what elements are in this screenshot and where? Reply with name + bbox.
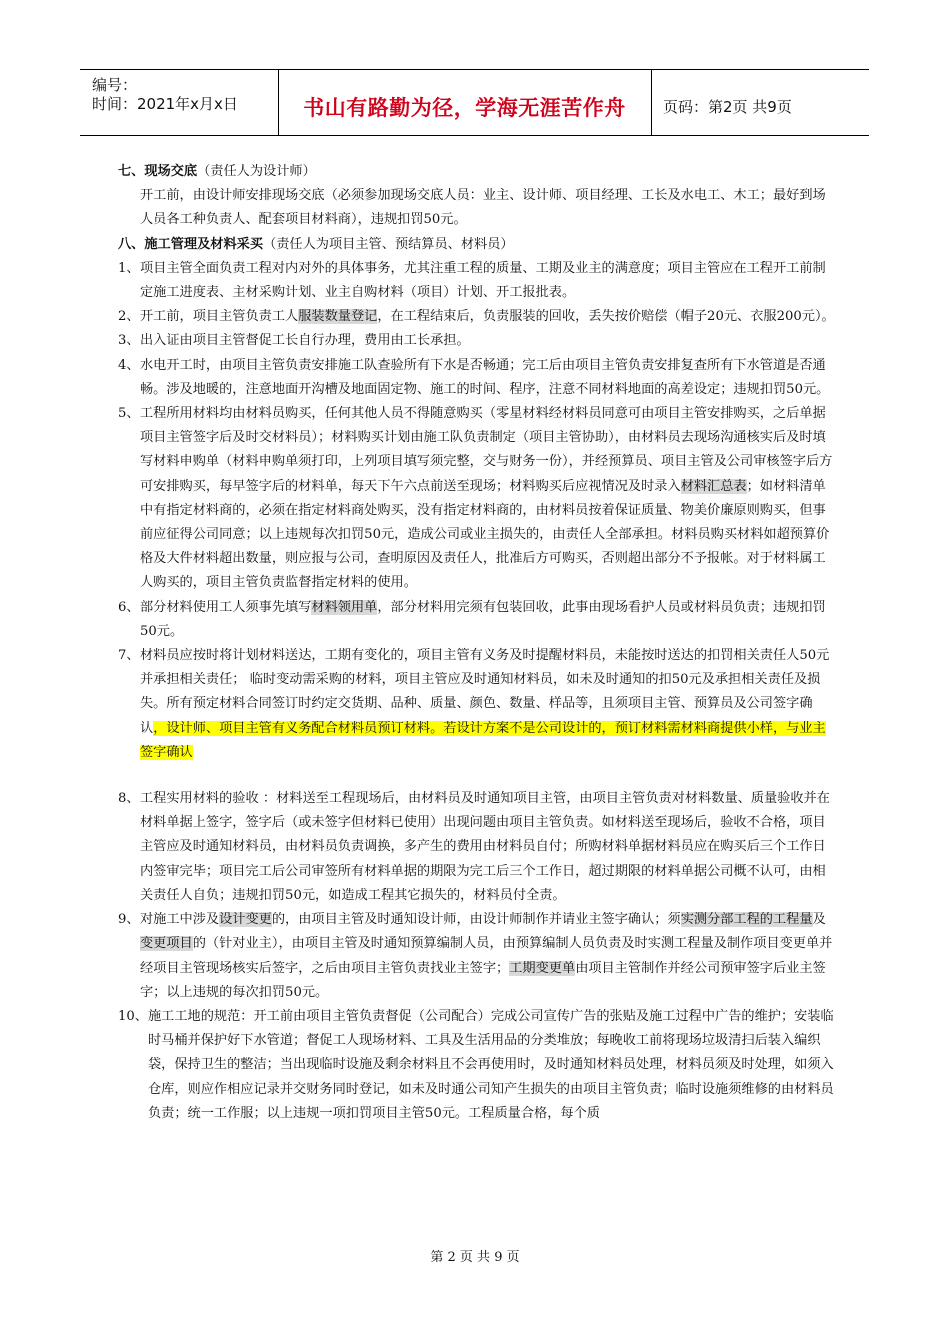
- item-text: 的（针对业主），由项目主管及时通知预算编制人员，由预算编制人员负责及时实测工程量及制作项目变更单并经项目主管现场核实后签字，之后由项目主管负责找业主签字；: [140, 936, 833, 976]
- item-number: 7、: [118, 648, 140, 664]
- item-text: 出入证由项目主管督促工长自行办理，费用由工长承担。: [140, 333, 470, 349]
- header-page-cell: [653, 70, 869, 135]
- item-number: 4、: [118, 357, 140, 373]
- list-item: [118, 596, 838, 644]
- section-7-text: 开工前，由设计师安排现场交底（必须参加现场交底人员：业主、设计师、项目经理、工长及水电工、木工；最好到场人员各工种负责人、配套项目材料商），违规扣罚50元。: [140, 188, 826, 228]
- document-time-label: 时间：2021年x月x日: [92, 95, 238, 113]
- header-page-number: 页码：第2页 共9页: [663, 98, 792, 116]
- highlighted-term: 设计变更: [219, 912, 272, 928]
- section-8-note: （责任人为项目主管、预结算员、材料员）: [263, 236, 514, 252]
- highlighted-term: 变更项目: [140, 936, 193, 952]
- item-text: 的，由项目主管及时通知设计师，由设计师制作并请业主签字确认；须: [271, 912, 681, 928]
- page-header: [80, 69, 869, 136]
- header-motto-cell: [278, 70, 652, 135]
- list-item: [118, 644, 838, 765]
- list-item: [118, 787, 838, 908]
- header-info-cell: [80, 70, 279, 135]
- item-text: ，在工程结束后，负责服装的回收，丢失按价赔偿（帽子20元、衣服200元）。: [377, 309, 835, 325]
- list-item: [118, 305, 838, 329]
- item-text: 材料员应按时将计划材料送达，工期有变化的，项目主管有义务及时提醒材料员，未能按时送达的扣罚相关责任人50元并承担相关责任； 临时变动需采购的材料，项目主管应及时通知材料员，如未及时通知的扣50元及承担相关责任及损失。所有预定材料合同签订时约定交货期、品种、质量、颜色、数量、样品等，且须项目主管、预算员及公司签字确认: [140, 648, 830, 736]
- highlighted-term: 实测分部工程的工程量: [680, 912, 813, 928]
- list-item: [118, 1005, 838, 1126]
- section-7-note: （责任人为设计师）: [197, 164, 316, 179]
- item-text: 及: [812, 912, 826, 928]
- header-motto: 书山有路勤为径，学海无涯苦作舟: [303, 95, 626, 120]
- item-text: 项目主管全面负责工程对内对外的具体事务，尤其注重工程的质量、工期及业主的满意度；项目主管应在工程开工前制定施工进度表、主材采购计划、业主自购材料（项目）计划、开工报批表。: [140, 260, 826, 301]
- list-item: [118, 329, 838, 353]
- item-number: 6、: [118, 599, 140, 615]
- page-footer: 第 2 页 共 9 页: [430, 1250, 520, 1265]
- item-text: 水电开工时，由项目主管负责安排施工队查验所有下水是否畅通；完工后由项目主管负责安排复查所有下水管道是否通畅。涉及地暖的，注意地面开沟槽及地面固定物、施工的时间、程序，注意不同材料地面的高差设定；违规扣罚50元。: [140, 357, 830, 397]
- item-text: 对施工中涉及: [140, 912, 220, 928]
- item-text: ；如材料清单中有指定材料商的，必须在指定材料商处购买，没有指定材料商的，由材料员按着保证质量、物美价廉原则购买，但事前应征得公司同意；以上违规每次扣罚50元，造成公司或业主损失的，由责任人全部承担。材料员购买材料如超预算价格及大件材料超出数量，则应报与公司，查明原因及责任人，批准后方可购买，否则超出部分不予报帐。对于材料属工人购买的，项目主管负责监督指定材料的使用。: [140, 478, 830, 591]
- section-7-heading: [118, 160, 838, 184]
- list-item: [118, 908, 838, 1005]
- item-text: 由项目主管制作并经公司预审签字后业主签字；以上违规的每次扣罚50元。: [140, 960, 826, 1000]
- item-text: 施工工地的规范：开工前由项目主管负责督促（公司配合）完成公司宣传广告的张贴及施工过程中广告的维护；安装临时马桶并保护好下水管道；督促工人现场材料、工具及生活用品的分类堆放；每晚收工前将现场垃圾清扫后装入编织袋，保持卫生的整洁；当出现临时设施及剩余材料且不会再使用时，及时通知材料员处理，材料员须及时处理，如须入仓库，则应作相应记录并交财务同时登记，如未及时通公司知产生损失的由项目主管负责；临时设施须维修的由材料员负责；统一工作服；以上违规一项扣罚项目主管50元。工程质量合格，每个质: [148, 1008, 834, 1121]
- item-number: 3、: [118, 333, 140, 349]
- item-number: 2、: [118, 309, 140, 325]
- document-code-label: 编号：: [92, 76, 138, 94]
- list-item: [118, 257, 838, 305]
- item-text: ，部分材料用完须有包装回收，此事由现场看护人员或材料员负责；违规扣罚50元。: [140, 599, 826, 639]
- yellow-highlight-text: ，设计师、项目主管有义务配合材料员预订材料。若设计方案不是公司设计的，预订材料需材料商提供小样，与业主签字确认: [140, 720, 826, 760]
- item-number: 1、: [118, 260, 140, 276]
- section-8-title: 八、施工管理及材料采买: [118, 236, 264, 252]
- item-number: 5、: [118, 406, 140, 422]
- blank-line: [118, 765, 838, 787]
- item-text: 部分材料使用工人须事先填写: [140, 599, 312, 615]
- item-number: 10、: [118, 1008, 148, 1024]
- item-text: 工程所用材料均由材料员购买，任何其他人员不得随意购买（零星材料经材料员同意可由项目主管安排购买，之后单据项目主管签字后及时交材料员）；材料购买计划由施工队负责制定（项目主管协助），由材料员去现场沟通核实后及时填写材料申购单（材料申购单须打印，上列项目填写须完整，交与财务一份），并经预算员、项目主管及公司审核签字后方可安排购买，每早签字后的材料单，每天下午六点前送至现场；材料购买后应视情况及时录入: [140, 406, 833, 494]
- highlighted-term: 材料汇总表: [680, 478, 747, 494]
- list-item: [118, 354, 838, 402]
- section-8-heading: [118, 233, 838, 257]
- highlighted-term: 工期变更单: [509, 960, 576, 976]
- highlighted-term: 材料领用单: [311, 599, 378, 615]
- item-text: 开工前，项目主管负责工人: [140, 309, 299, 325]
- document-body: [118, 160, 838, 1126]
- item-number: 9、: [118, 912, 140, 928]
- section-7-title: 七、现场交底: [118, 164, 198, 179]
- list-item: [118, 402, 838, 596]
- item-number: 8、: [118, 791, 140, 807]
- item-text: 工程实用材料的验收 ：材料送至工程现场后，由材料员及时通知项目主管，由项目主管负责对材料数量、质量验收并在材料单据上签字，签字后（或未签字但材料已使用）出现问题由项目主管负责。如材料送至现场后，验收不合格，项目主管应及时通知材料员，由材料员负责调换，多产生的费用由材料员自付；所购材料单据材料员应在购买后三个工作日内签审完毕；项目完工后公司审签所有材料单据的期限为完工后三个工作日，超过期限的材料单据公司概不认可，由相关责任人自负；违规扣罚50元，如造成工程其它损失的，材料员付全责。: [140, 791, 830, 903]
- highlighted-term: 服装数量登记: [298, 309, 378, 325]
